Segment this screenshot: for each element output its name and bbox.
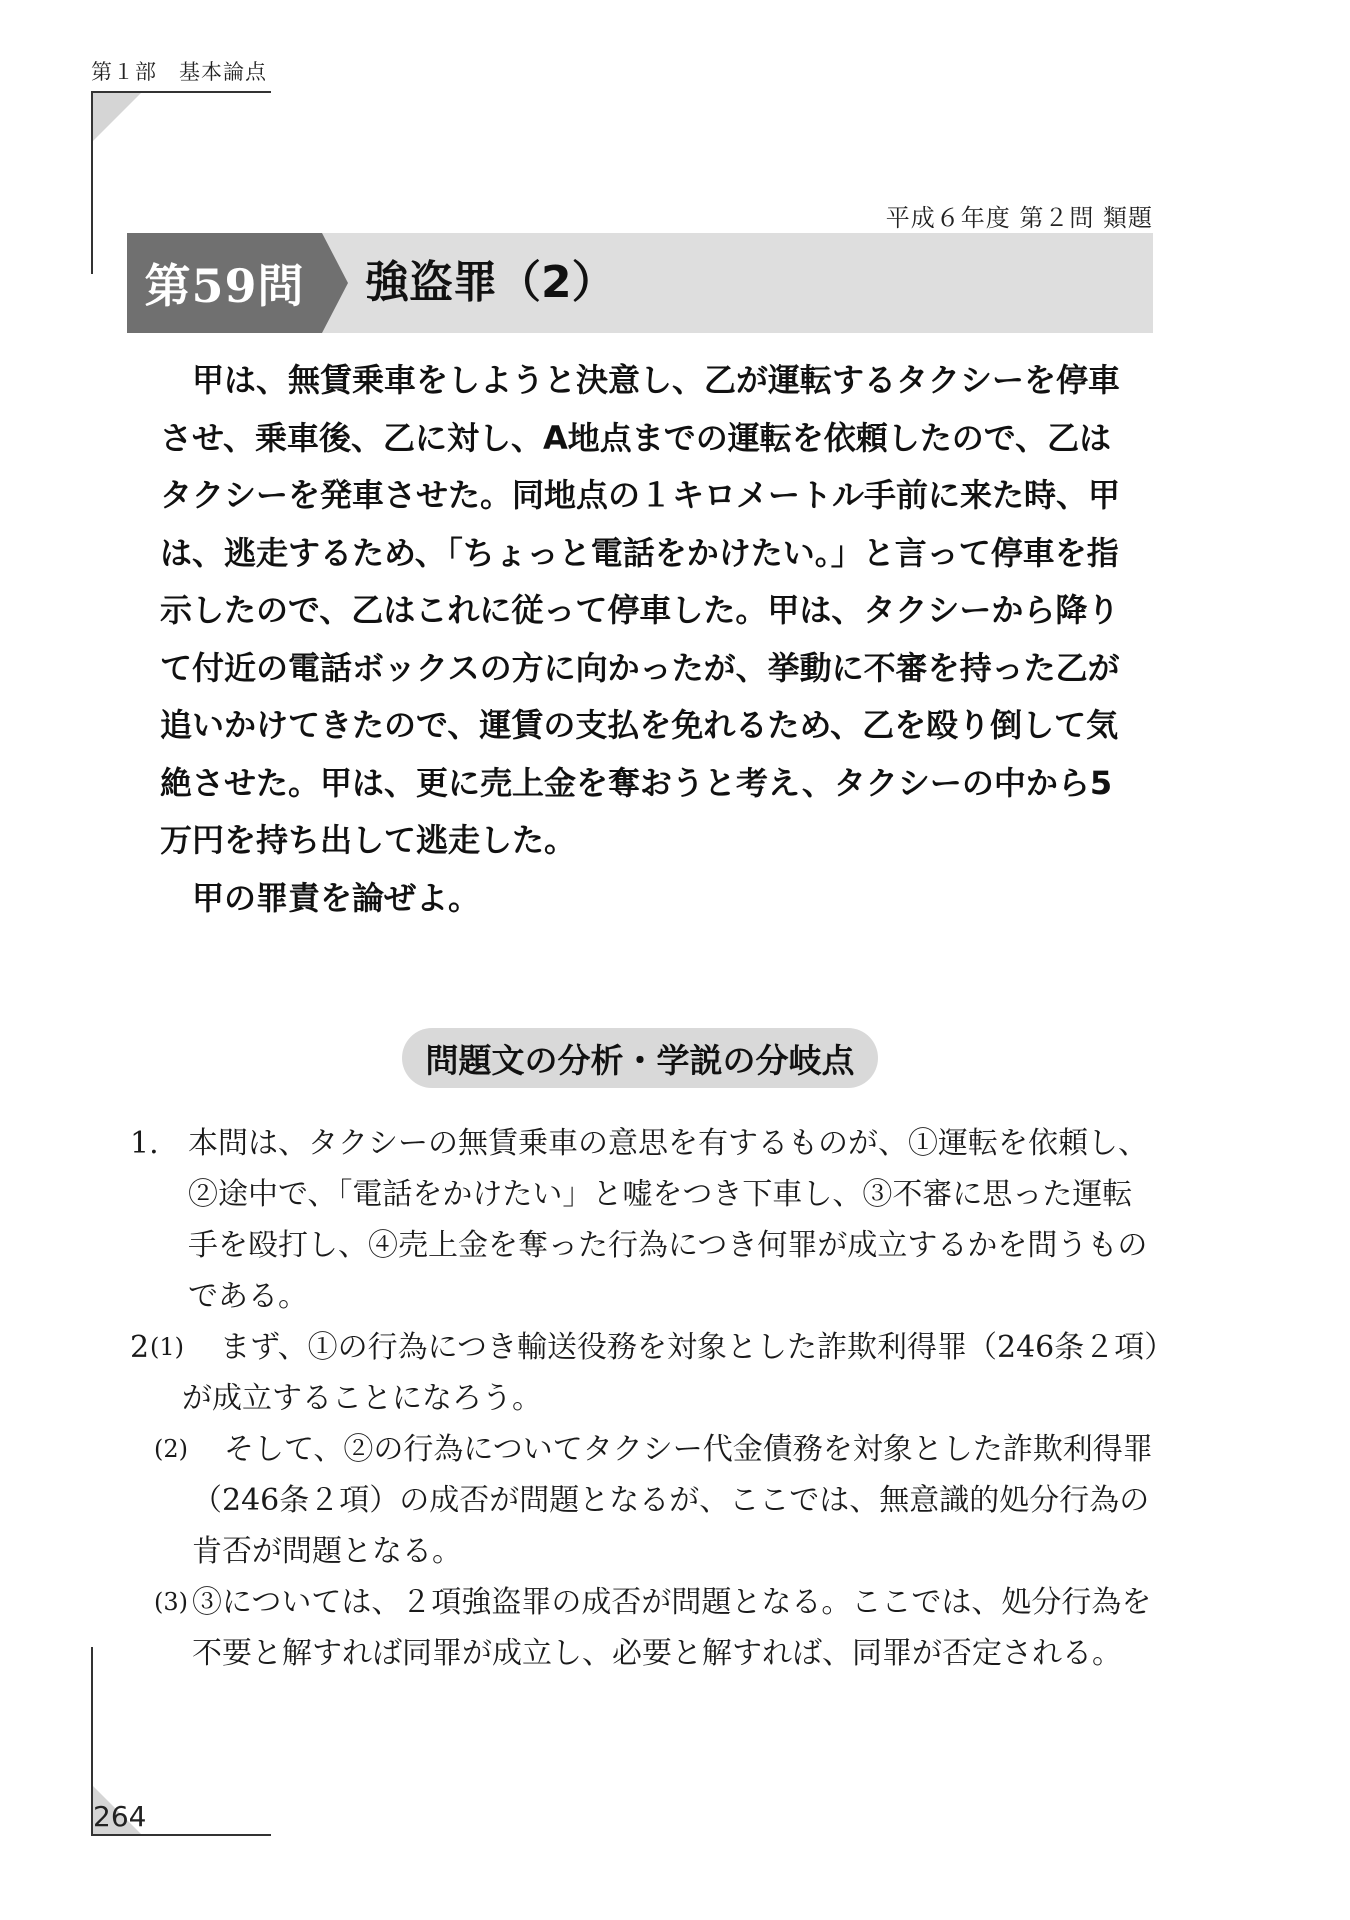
source-note: 平成６年度 第２問 類題 (885, 204, 1153, 232)
question-number: 第59問 (144, 259, 305, 313)
sub-text: そして、②の行為についてタクシー代金債務を対象とした詐欺利得罪（246条２項）の成否が問題となるが、ここでは、無意識的処分行為の肯否が問題となる。 (192, 1432, 1153, 1569)
analysis-item-1 (130, 1118, 1160, 1322)
analysis-item-2 (130, 1322, 1160, 1679)
header-corner-triangle (93, 93, 141, 141)
item-number: 1. (130, 1126, 159, 1161)
footer-rule (91, 1834, 271, 1836)
question-number-arrow (322, 233, 348, 333)
problem-paragraph: 甲は、無賃乗車をしようと決意し、乙が運転するタクシーを停車させ、乗車後、乙に対し、A地点までの運転を依頼したので、乙はタクシーを発車させた。同地点の１キロメートル手前に来た時、甲は、逃走するため、「ちょっと電話をかけたい。」と言って停車を指示したので、乙はこれに従って停車した。甲は、タクシーから降りて付近の電話ボックスの方に向かったが、挙動に不審を持った乙が追いかけてきたので、運賃の支払を免れるため、乙を殴り倒して気絶させた。甲は、更に売上金を奪おうと考え、タクシーの中から5万円を持ち出して逃走した。 (160, 361, 1121, 859)
item-number: 2 (130, 1330, 150, 1365)
analysis-section (130, 1118, 1160, 1679)
analysis-sub-2 (130, 1424, 1160, 1577)
sub-number: (2) (154, 1435, 188, 1463)
section-heading: 問題文の分析・学説の分岐点 (402, 1028, 878, 1088)
item-text: 本問は、タクシーの無賃乗車の意思を有するものが、①運転を依頼し、②途中で、「電話をかけたい」と嘘をつき下車し、③不審に思った運転手を殴打し、④売上金を奪った行為につき何罪が成立するかを問うものである。 (188, 1126, 1148, 1314)
question-number-box (127, 233, 322, 333)
sub-number: (3) (154, 1588, 188, 1616)
running-header: 第１部 基本論点 (91, 60, 267, 84)
question-title: 強盗罪（2） (365, 257, 616, 308)
problem-text (160, 352, 1130, 927)
sub-text: ③については、２項強盗罪の成否が問題となる。ここでは、処分行為を不要と解すれば同罪が成立し、必要と解すれば、同罪が否定される。 (192, 1585, 1152, 1671)
sub-number: (1) (150, 1333, 184, 1361)
sub-text: まず、①の行為につき輸送役務を対象とした詐欺利得罪（246条２項）が成立することになろう。 (182, 1330, 1160, 1416)
page-number: 264 (93, 1800, 147, 1833)
analysis-sub-1 (130, 1322, 1160, 1424)
problem-question: 甲の罪責を論ぜよ。 (192, 878, 481, 917)
analysis-sub-3 (130, 1577, 1160, 1679)
